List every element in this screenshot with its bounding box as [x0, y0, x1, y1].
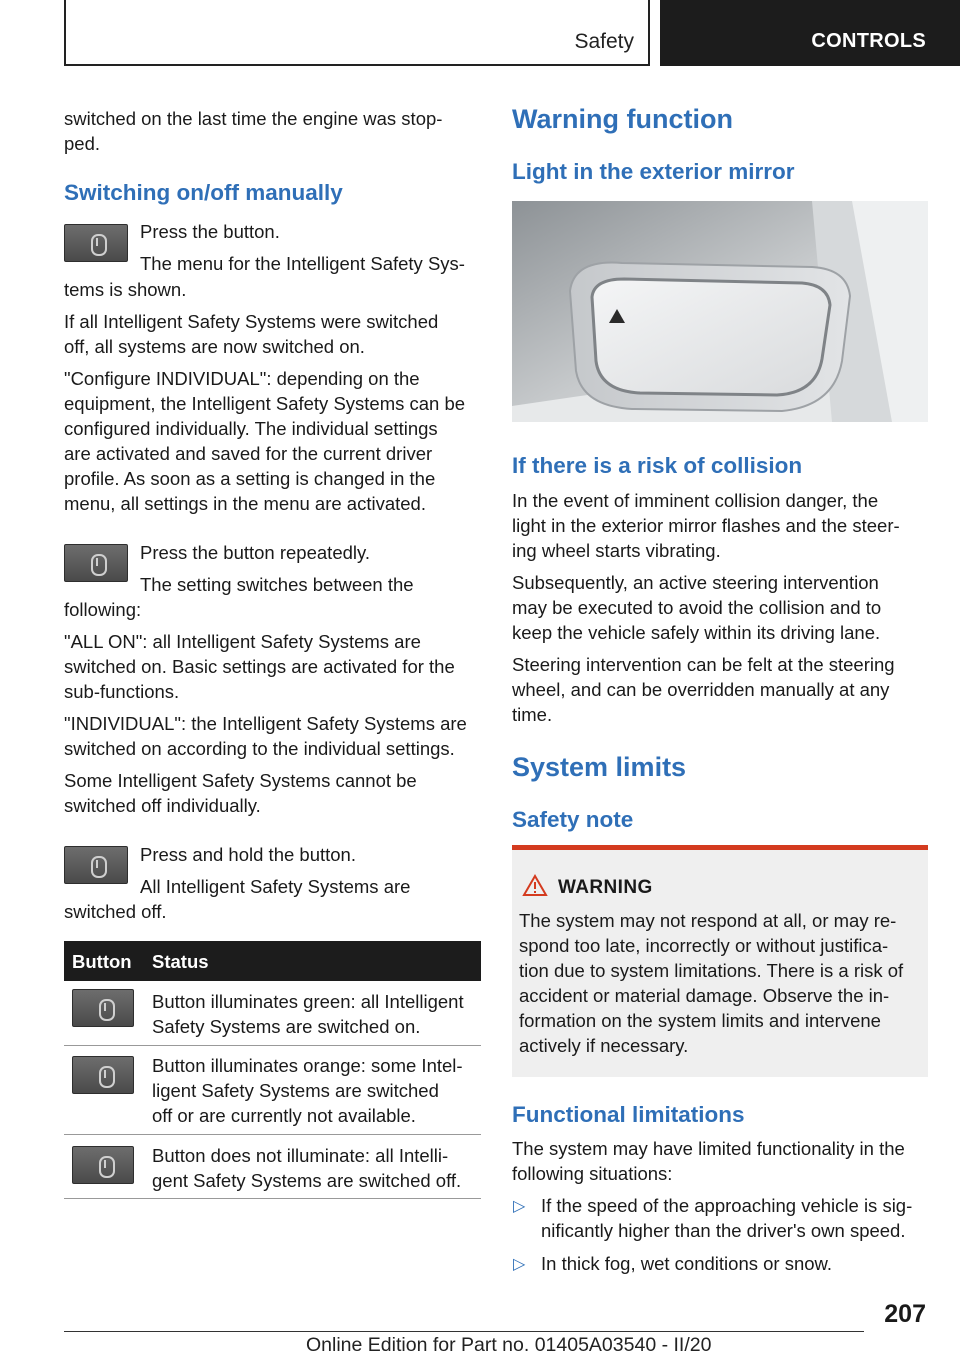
warning-text: The system may not respond at all, or may re- spond too late, incorrectly or without justifica- tion due to system limitations. There is a risk of accident or material damage. Observe the in- formation on the system limits and intervene actively if necessary. — [519, 910, 904, 1056]
section-title: Safety — [574, 30, 634, 53]
footer-edition: Online Edition for Part no. 01405A03540 - II/20 — [306, 1334, 712, 1356]
button-orange-icon — [72, 1056, 134, 1094]
chapter-title: CONTROLS — [811, 30, 926, 52]
heading-functional-limitations: Functional limitations — [512, 1102, 745, 1127]
intro-text: switched on the last time the engine was stop- ped. — [64, 108, 443, 154]
header-section-tab — [64, 0, 650, 66]
step1-line2: The menu for the Intelligent Safety Sys- — [140, 253, 465, 274]
paragraph-all-on: "ALL ON": all Intelligent Safety Systems are switched on. Basic settings are activated for the sub-functions. — [64, 631, 455, 702]
status-table-header — [64, 941, 481, 981]
step1-line1: Press the button. — [140, 221, 280, 242]
exterior-mirror-image — [512, 201, 928, 422]
table-row: Button does not illuminate: all Intelli- gent Safety Systems are switched off. — [152, 1145, 462, 1191]
list-item: If the speed of the approaching vehicle is sig- nificantly higher than the driver's own speed. — [541, 1195, 913, 1241]
header-chapter-tab — [660, 0, 960, 66]
bullet-triangle-icon: ▷ — [513, 1256, 526, 1273]
page-number: 207 — [884, 1300, 926, 1328]
table-divider — [64, 1198, 481, 1199]
heading-light-exterior-mirror: Light in the exterior mirror — [512, 159, 795, 184]
paragraph-cannot-switch-off: Some Intelligent Safety Systems cannot be switched off individually. — [64, 770, 417, 816]
paragraph-collision-danger: In the event of imminent collision danger, the light in the exterior mirror flashes and the steer- ing wheel starts vibrating. — [512, 490, 900, 561]
paragraph-steering-intervention: Subsequently, an active steering intervention may be executed to avoid the collision and to keep the vehicle safely within its driving lane. — [512, 572, 882, 643]
heading-system-limits: System limits — [512, 752, 687, 782]
paragraph-all-switched-on: If all Intelligent Safety Systems were switched off, all systems are now switched on. — [64, 311, 439, 357]
step2-line2: The setting switches between the — [140, 574, 414, 595]
warning-title: WARNING — [558, 877, 653, 898]
table-divider — [64, 1134, 481, 1135]
column-header-button: Button — [72, 951, 132, 972]
table-row: Button illuminates green: all Intelligent Safety Systems are switched on. — [152, 991, 464, 1037]
step2-line1: Press the button repeatedly. — [140, 542, 371, 563]
button-off-icon — [72, 1146, 134, 1184]
footer-divider — [64, 1331, 864, 1332]
safety-button-icon — [64, 224, 128, 262]
heading-risk-of-collision: If there is a risk of collision — [512, 453, 803, 478]
step1-line3: tems is shown. — [64, 279, 187, 300]
paragraph-individual: "INDIVIDUAL": the Intelligent Safety Systems are switched on according to the individual settings. — [64, 713, 467, 759]
paragraph-configure-individual: "Configure INDIVIDUAL": depending on the equipment, the Intelligent Safety Systems can be configured individually. The individual settings are activated and saved for the current driver profile. As soon as a setting is changed in the menu, all settings in the menu are activated. — [64, 368, 466, 514]
paragraph-override: Steering intervention can be felt at the steering wheel, and can be overridden manually at any time. — [512, 654, 895, 725]
list-item: In thick fog, wet conditions or snow. — [541, 1253, 833, 1274]
step3-line3: switched off. — [64, 901, 167, 922]
heading-warning-function: Warning function — [512, 104, 733, 134]
step3-line2: All Intelligent Safety Systems are — [140, 876, 411, 897]
column-header-status: Status — [152, 951, 209, 972]
safety-button-icon — [64, 846, 128, 884]
button-green-icon — [72, 989, 134, 1027]
heading-switching-manually: Switching on/off manually — [64, 180, 343, 205]
warning-triangle-icon — [522, 874, 548, 897]
step2-line3: following: — [64, 599, 142, 620]
warning-box — [512, 845, 928, 1077]
step3-line1: Press and hold the button. — [140, 844, 356, 865]
bullet-triangle-icon: ▷ — [513, 1198, 526, 1215]
table-divider — [64, 1045, 481, 1046]
paragraph-functional-limitations: The system may have limited functionality in the following situations: — [512, 1138, 905, 1184]
safety-button-icon — [64, 544, 128, 582]
heading-safety-note: Safety note — [512, 807, 634, 832]
table-row: Button illuminates orange: some Intel- ligent Safety Systems are switched off or are currently not available. — [152, 1055, 463, 1126]
